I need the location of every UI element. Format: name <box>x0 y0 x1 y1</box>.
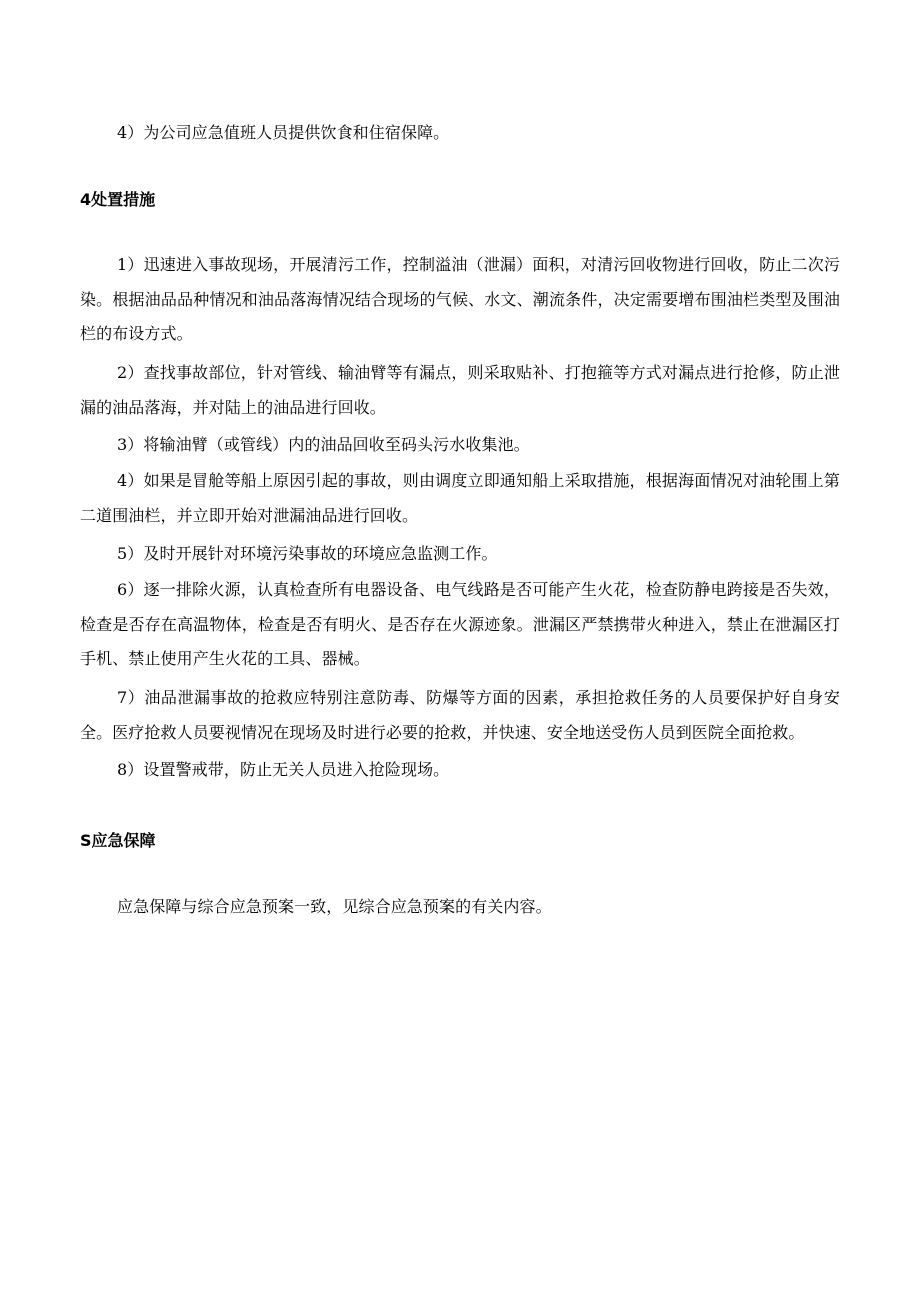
section-4-item-5: 5）及时开展针对环境污染事故的环境应急监测工作。 <box>117 544 498 563</box>
section-4-item-1: 1）迅速进入事故现场，开展清污工作，控制溢油（泄漏）面积，对清污回收物进行回收，防止二次污染。根据油品品种情况和油品落海情况结合现场的气候、水文、潮流条件，决定需要增布围油栏类型及围油栏的布设方式。 <box>80 255 840 343</box>
section-5-text: 应急保障与综合应急预案一致，见综合应急预案的有关内容。 <box>117 897 552 916</box>
section-4-item-7: 7）油品泄漏事故的抢救应特别注意防毒、防爆等方面的因素，承担抢救任务的人员要保护好自身安全。医疗抢救人员要视情况在现场及时进行必要的抢救，并快速、安全地送受伤人员到医院全面抢救。 <box>80 688 840 742</box>
section-4-item-6: 6）逐一排除火源，认真检查所有电器设备、电气线路是否可能产生火花，检查防静电跨接是否失效，检查是否存在高温物体，检查是否有明火、是否存在火源迹象。泄漏区严禁携带火种进入，禁止在泄漏区打手机、禁止使用产生火花的工具、器械。 <box>80 580 840 668</box>
section-4-heading: 4处置措施 <box>80 190 156 209</box>
intro-item-4: 4）为公司应急值班人员提供饮食和住宿保障。 <box>117 123 450 142</box>
section-5-heading: S应急保障 <box>80 831 156 850</box>
section-4-item-2: 2）查找事故部位，针对管线、输油臂等有漏点，则采取贴补、打抱箍等方式对漏点进行抢修，防止泄漏的油品落海，并对陆上的油品进行回收。 <box>80 363 840 417</box>
section-4-item-8: 8）设置警戒带，防止无关人员进入抢险现场。 <box>117 760 450 779</box>
section-4-item-4: 4）如果是冒舱等船上原因引起的事故，则由调度立即通知船上采取措施，根据海面情况对油轮围上第二道围油栏，并立即开始对泄漏油品进行回收。 <box>80 471 840 525</box>
section-4-item-3: 3）将输油臂（或管线）内的油品回收至码头污水收集池。 <box>117 435 530 454</box>
